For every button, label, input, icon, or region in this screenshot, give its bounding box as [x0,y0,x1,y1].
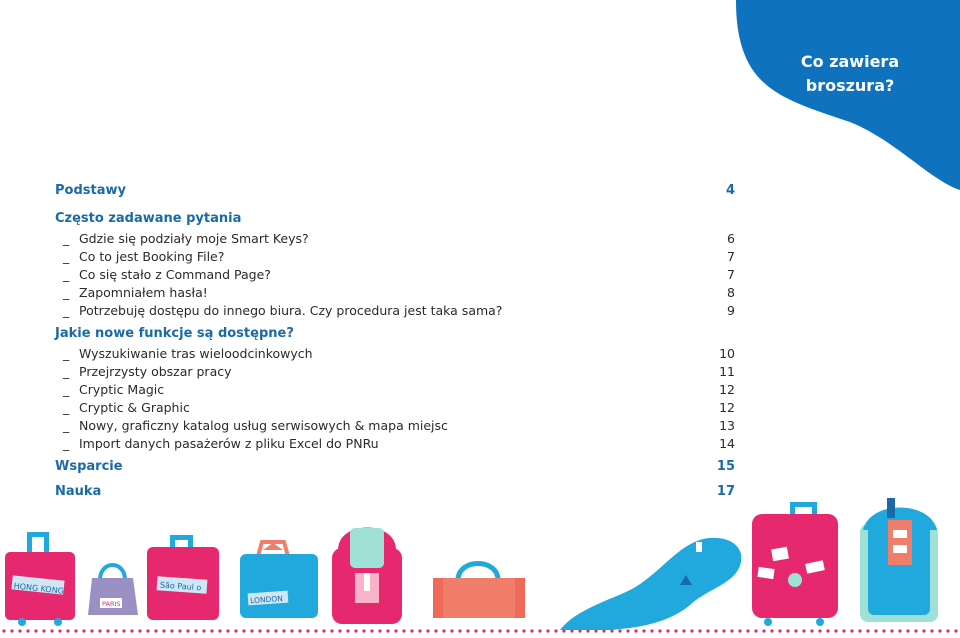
toc-item-label: Przejrzysty obszar pracy [79,364,232,379]
border-dot [634,629,637,632]
toc-dash: _ [63,231,70,246]
toc-page-number: 6 [727,231,735,246]
border-dot [578,629,581,632]
border-dot [914,629,917,632]
toc-page-number: 11 [719,364,735,379]
border-dot [490,629,493,632]
border-dot [610,629,613,632]
border-dot [570,629,573,632]
border-dot [434,629,437,632]
toc-item[interactable] [55,285,735,303]
border-dot [50,629,53,632]
border-dot [314,629,317,632]
border-dot [506,629,509,632]
toc-dash: _ [63,346,70,361]
border-dot [346,629,349,632]
tag-paris: PARIS [102,600,121,608]
border-dot [330,629,333,632]
border-dot [682,629,685,632]
border-dot [658,629,661,632]
toc-dash: _ [63,285,70,300]
backpack-icon [332,528,402,625]
border-dot [882,629,885,632]
border-dot [898,629,901,632]
brochure-title [780,50,920,98]
toc-page-number: 12 [719,400,735,415]
toc-page-number: 15 [716,459,735,474]
border-dot [178,629,181,632]
toc-item-label: Co się stało z Command Page? [79,267,271,282]
toc-page-number: 14 [719,436,735,451]
border-dot [98,629,101,632]
border-dot [866,629,869,632]
border-dot [386,629,389,632]
border-dot [826,629,829,632]
border-dot [298,629,301,632]
border-dot [362,629,365,632]
border-dot [258,629,261,632]
corner-blob [0,0,960,200]
border-dot [218,629,221,632]
border-dot [802,629,805,632]
toc-dash: _ [63,436,70,451]
border-dot [410,629,413,632]
border-dot [370,629,373,632]
toc-page-number: 10 [719,346,735,361]
toc-page-number: 7 [727,267,735,282]
border-dot [562,629,565,632]
border-dot [538,629,541,632]
border-dot [930,629,933,632]
toc-page-number: 8 [727,285,735,300]
border-dot [746,629,749,632]
border-dot [946,629,949,632]
border-dot [130,629,133,632]
border-dot [74,629,77,632]
border-dot [394,629,397,632]
dotted-border [0,627,960,635]
border-dot [442,629,445,632]
toc-section-label: Często zadawane pytania [55,211,242,226]
border-dot [458,629,461,632]
border-dot [322,629,325,632]
border-dot [954,629,957,632]
border-dot [202,629,205,632]
border-dot [602,629,605,632]
border-dot [138,629,141,632]
brochure-title-line2: broszura? [805,76,895,95]
toc-item[interactable] [55,382,735,400]
tag-hong-kong: HONG KONG [13,581,65,596]
border-dot [162,629,165,632]
border-dot [714,629,717,632]
border-dot [210,629,213,632]
luggage-illustration [0,490,960,638]
border-dot [514,629,517,632]
border-dot [66,629,69,632]
border-dot [170,629,173,632]
handbag-icon [88,565,138,615]
toc-page-number: 7 [727,249,735,264]
toc-item[interactable] [55,303,735,321]
border-dot [778,629,781,632]
border-dot [890,629,893,632]
border-dot [274,629,277,632]
border-dot [922,629,925,632]
border-dot [810,629,813,632]
toc-item[interactable] [55,267,735,285]
border-dot [154,629,157,632]
border-dot [770,629,773,632]
toc-section-podstawy[interactable] [55,183,735,203]
border-dot [530,629,533,632]
toc-section-label: Podstawy [55,183,126,198]
toc-item-label: Nowy, graficzny katalog usług serwisowych & mapa miejsc [79,418,448,433]
toc-dash: _ [63,382,70,397]
guitar-case-icon [560,538,741,630]
border-dot [290,629,293,632]
border-dot [82,629,85,632]
border-dot [418,629,421,632]
border-dot [906,629,909,632]
border-dot [674,629,677,632]
border-dot [834,629,837,632]
toc-item[interactable] [55,418,735,436]
border-dot [474,629,477,632]
border-dot [594,629,597,632]
border-dot [250,629,253,632]
border-dot [186,629,189,632]
border-dot [786,629,789,632]
rolling-suitcase-icon [752,502,838,626]
border-dot [114,629,117,632]
toc-dash: _ [63,364,70,379]
border-dot [762,629,765,632]
border-dot [450,629,453,632]
toc-section-label: Jakie nowe funkcje są dostępne? [55,326,294,341]
border-dot [90,629,93,632]
border-dot [242,629,245,632]
suitcase-icon [147,535,219,620]
toc-dash: _ [63,418,70,433]
border-dot [642,629,645,632]
border-dot [194,629,197,632]
border-dot [546,629,549,632]
border-dot [666,629,669,632]
border-dot [426,629,429,632]
border-dot [858,629,861,632]
toc-item-label: Wyszukiwanie tras wieloodcinkowych [79,346,313,361]
toc-item[interactable] [55,436,735,454]
border-dot [738,629,741,632]
toc-page-number: 17 [716,484,735,499]
toc-page-number: 4 [725,183,735,198]
toc-item-label: Zapomniałem hasła! [79,285,208,300]
border-dot [586,629,589,632]
border-dot [266,629,269,632]
border-dot [730,629,733,632]
border-dot [842,629,845,632]
border-dot [42,629,45,632]
toc-section-wsparcie[interactable] [55,459,735,479]
toc-section-label: Nauka [55,484,102,499]
toc-item[interactable] [55,249,735,267]
toc-page-number: 13 [719,418,735,433]
toc-dash: _ [63,267,70,282]
border-dot [690,629,693,632]
border-dot [338,629,341,632]
toc-dash: _ [63,400,70,415]
border-dot [2,629,5,632]
border-dot [34,629,37,632]
toc-section-new-features[interactable] [55,326,735,346]
border-dot [754,629,757,632]
toc-item[interactable] [55,364,735,382]
toc-dash: _ [63,303,70,318]
toc-item-label: Cryptic Magic [79,382,165,397]
toc-item-label: Co to jest Booking File? [79,249,225,264]
border-dot [146,629,149,632]
briefcase-icon [240,542,318,618]
border-dot [354,629,357,632]
border-dot [698,629,701,632]
toc-dash: _ [63,249,70,264]
border-dot [498,629,501,632]
border-dot [306,629,309,632]
border-dot [522,629,525,632]
table-of-contents [55,183,735,504]
border-dot [554,629,557,632]
border-dot [402,629,405,632]
border-dot [850,629,853,632]
border-dot [874,629,877,632]
border-dot [722,629,725,632]
toc-item[interactable] [55,346,735,364]
toc-item-label: Potrzebuję dostępu do innego biura. Czy procedura jest taka sama? [79,303,503,318]
border-dot [794,629,797,632]
border-dot [482,629,485,632]
border-dot [466,629,469,632]
toc-section-label: Wsparcie [55,459,123,474]
border-dot [122,629,125,632]
border-dot [378,629,381,632]
toc-item[interactable] [55,231,735,249]
duffel-bag-icon [433,564,525,619]
border-dot [618,629,621,632]
border-dot [106,629,109,632]
toc-item-label: Cryptic & Graphic [79,400,190,415]
border-dot [234,629,237,632]
border-dot [650,629,653,632]
border-dot [282,629,285,632]
hiking-backpack-icon [860,498,938,622]
brochure-title-line1: Co zawiera [800,52,900,71]
toc-section-faq[interactable] [55,211,735,231]
toc-item[interactable] [55,400,735,418]
toc-page-number: 12 [719,382,735,397]
border-dot [26,629,29,632]
border-dot [706,629,709,632]
suitcase-icon [5,532,75,626]
tag-london: LONDON [249,593,284,606]
tag-sao-paulo: São Paul o [159,580,202,593]
border-dot [226,629,229,632]
toc-item-label: Import danych pasażerów z pliku Excel do PNRu [79,436,379,451]
border-dot [818,629,821,632]
border-dot [58,629,61,632]
border-dot [626,629,629,632]
border-dot [18,629,21,632]
border-dot [10,629,13,632]
toc-page-number: 9 [727,303,735,318]
toc-item-label: Gdzie się podziały moje Smart Keys? [79,231,309,246]
border-dot [938,629,941,632]
